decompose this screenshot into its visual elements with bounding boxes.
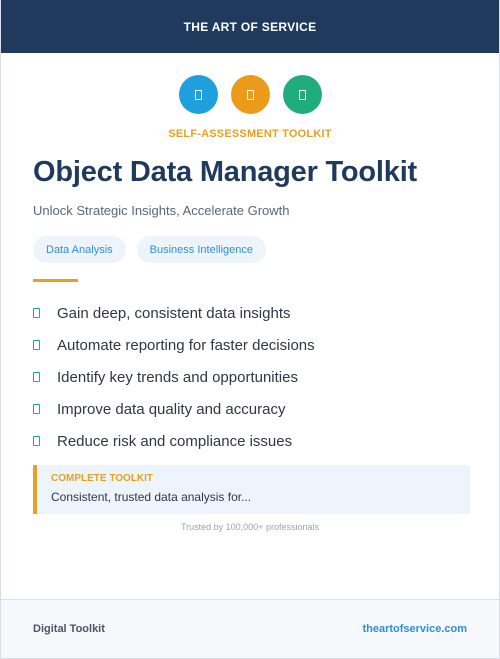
benefit-label: Improve data quality and accuracy [57,400,286,418]
tag-business-intelligence: Business Intelligence [137,236,266,263]
blue-icon-glyph [195,90,202,100]
footer-website-link[interactable]: theartofservice.com [362,623,467,635]
callout-kicker: COMPLETE TOOLKIT [51,473,154,484]
benefit-item [33,393,315,425]
footer-bar [1,599,499,658]
footer-toolkit-label: Digital Toolkit [33,623,105,635]
complete-toolkit-callout [33,465,470,514]
callout-text: Consistent, trusted data analysis for... [51,490,252,504]
benefit-label: Reduce risk and compliance issues [57,432,293,450]
benefit-label: Identify key trends and opportunities [57,368,298,386]
benefit-label: Automate reporting for faster decisions [57,336,315,354]
accent-divider [33,279,78,282]
check-icon [33,404,40,414]
orange-icon [231,75,270,114]
tag-list [33,236,266,263]
header-bar [1,0,499,53]
check-icon [33,340,40,350]
tag-data-analysis: Data Analysis [33,236,126,263]
page-subtitle: Unlock Strategic Insights, Accelerate Growth [33,203,290,218]
benefit-item [33,329,315,361]
toolkit-kicker: SELF-ASSESSMENT TOOLKIT [168,128,332,140]
trust-note: Trusted by 100,000+ professionals [180,522,319,532]
page-title: Object Data Manager Toolkit [33,156,418,188]
green-icon [283,75,322,114]
blue-icon [179,75,218,114]
benefit-item [33,297,315,329]
orange-icon-glyph [247,90,254,100]
check-icon [33,308,40,318]
icon-row [1,75,499,114]
green-icon-glyph [299,90,306,100]
benefit-label: Gain deep, consistent data insights [57,304,291,322]
benefit-list [33,297,315,457]
check-icon [33,436,40,446]
brand-title: THE ART OF SERVICE [183,19,317,34]
benefit-item [33,425,315,457]
check-icon [33,372,40,382]
benefit-item [33,361,315,393]
